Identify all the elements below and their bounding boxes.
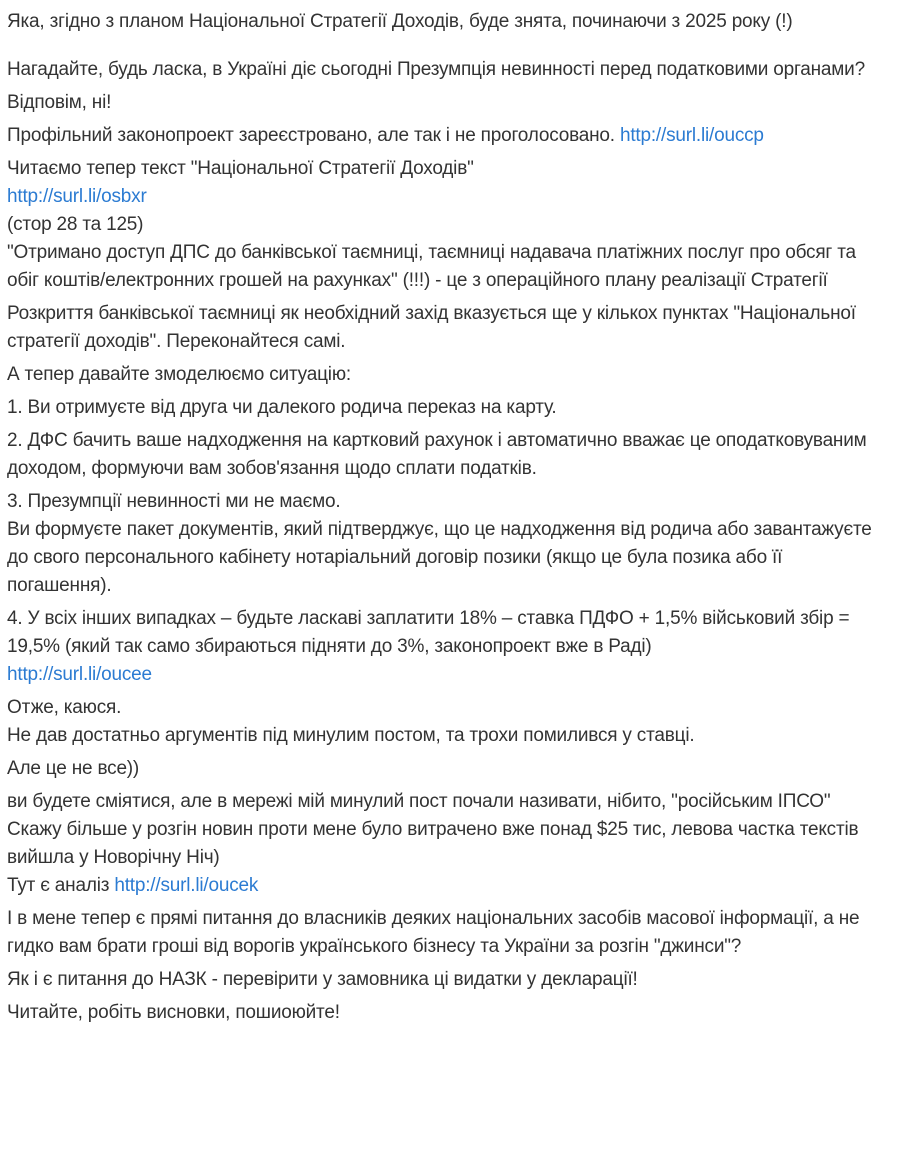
paragraph <box>7 755 881 783</box>
paragraph-text: Читаємо тепер текст "Національної Стратегії Доходів" <box>7 158 474 179</box>
paragraph <box>7 89 881 117</box>
paragraph <box>7 488 881 600</box>
paragraph-text: Читайте, робіть висновки, пошиоюйте! <box>7 1002 340 1023</box>
paragraph-text: ви будете сміятися, але в мережі мій минулий пост почали називати, нібито, "російським ІПСО" <box>7 791 831 812</box>
paragraph <box>7 8 881 36</box>
paragraph <box>7 999 881 1027</box>
paragraph <box>7 694 881 750</box>
paragraph-text: І в мене тепер є прямі питання до власників деяких національних засобів масової інформації, а не гидко вам брати гроші від ворогів українського бізнесу та України за розгін "джинси"? <box>7 908 860 957</box>
paragraph-text: 1. Ви отримуєте від друга чи далекого родича переказ на карту. <box>7 397 557 418</box>
paragraph-text: Але це не все)) <box>7 758 140 779</box>
paragraph <box>7 605 881 689</box>
paragraph-text: Розкриття банківської таємниці як необхідний захід вказується ще у кількох пунктах "Національної стратегії доходів". Переконайтеся самі. <box>7 303 856 352</box>
paragraph-text: Нагадайте, будь ласка, в Україні діє сьогодні Презумпція невинності перед податковими органами? <box>7 59 865 80</box>
paragraph-text: Яка, згідно з планом Національної Стратегії Доходів, буде знята, починаючи з 2025 року (!) <box>7 11 793 32</box>
paragraph-text: 4. У всіх інших випадках – будьте ласкаві заплатити 18% – ставка ПДФО + 1,5% військовий збір = 19,5% (який так само збираються підняти до 3%, законопроект вже в Раді) <box>7 608 850 657</box>
paragraph <box>7 122 881 150</box>
hyperlink[interactable]: http://surl.li/ouccp <box>619 125 764 146</box>
paragraph-text: 2. ДФС бачить ваше надходження на картковий рахунок і автоматично вважає це оподатковуваним доходом, формуючи вам зобов'язання щодо сплати податків. <box>7 430 867 479</box>
paragraph <box>7 966 881 994</box>
hyperlink[interactable]: http://surl.li/oucek <box>114 875 259 896</box>
hyperlink[interactable]: http://surl.li/oucee <box>7 664 152 685</box>
paragraph-text: Профільний законопроект зареєстровано, але так і не проголосовано. <box>7 125 620 146</box>
paragraph <box>7 788 881 900</box>
hyperlink[interactable]: http://surl.li/osbxr <box>7 186 147 207</box>
paragraph-text: А тепер давайте змоделюємо ситуацію: <box>7 364 351 385</box>
paragraph <box>7 56 881 84</box>
paragraph-text: (стор 28 та 125) <box>7 214 144 235</box>
paragraph <box>7 394 881 422</box>
paragraph-text: 3. Презумпції невинності ми не маємо. <box>7 491 341 512</box>
paragraph <box>7 427 881 483</box>
paragraph-text: "Отримано доступ ДПС до банківської таємниці, таємниці надавача платіжних послуг про обсяг та обіг коштів/електронних грошей на рахунках" (!!!) - це з операційного плану реалізації Стратегії <box>7 242 856 291</box>
paragraph <box>7 300 881 356</box>
paragraph <box>7 905 881 961</box>
paragraph-text: Ви формуєте пакет документів, який підтверджує, що це надходження від родича або завантажуєте до свого персонального кабінету нотаріальний договір позики (якщо це була позика або її погашення). <box>7 519 872 596</box>
paragraph-text: Не дав достатньо аргументів під минулим постом, та трохи помилився у ставці. <box>7 725 695 746</box>
paragraph-text: Тут є аналіз <box>7 875 115 896</box>
paragraph-text: Відповім, ні! <box>7 92 112 113</box>
paragraph-text: Як і є питання до НАЗК - перевірити у замовника ці видатки у декларації! <box>7 969 638 990</box>
paragraph-text: Отже, каюся. <box>7 697 122 718</box>
paragraph <box>7 155 881 295</box>
paragraph-text: Скажу більше у розгін новин проти мене було витрачено вже понад $25 тис, левова частка текстів вийшла у Новорічну Ніч) <box>7 819 859 868</box>
paragraph <box>7 361 881 389</box>
